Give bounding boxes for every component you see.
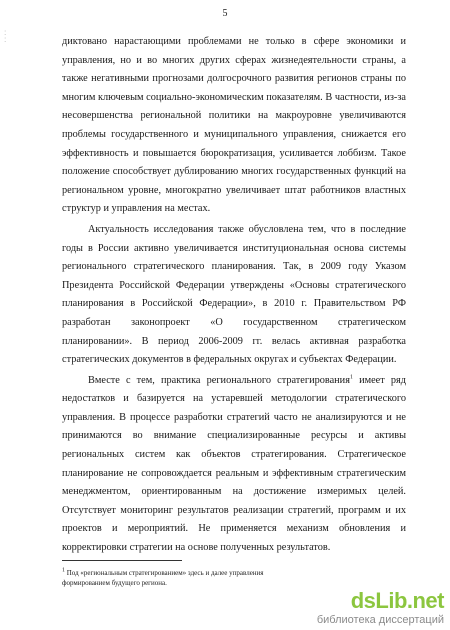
footnote [62,568,302,588]
body-text [62,33,406,558]
paragraph-3-start: Вместе с тем, практика регионального стратегирования [88,374,350,386]
paragraph-3-rest: имеет ряд недостатков и базируется на устаревшей методологии стратегического управления. В процессе разработки стратегий часто не анализируются и не принимаются во внимание специализированные ресурсы и активы региональных систем как объектов стратегирования. Стратегическое планирование не сопровождается реальным и эффективным стратегическим менеджментом, ориентированным на достижение измеримых целей. Отсутствует мониторинг результатов реализации стратегий, программ и их проектов и мероприятий. Не применяется механизм обновления и корректировки стратегии на основе полученных результатов. [62,374,406,554]
footnote-ref: 1 [349,374,353,381]
paragraph-1: диктовано нарастающими проблемами не только в сфере экономики и управления, но и во многих других сферах жизнедеятельности страны, а также негативными прогнозами долгосрочного развития регионов страны по многим ключевым социально-экономическим показателям. В частности, из-за несовершенства региональной политики на макроуровне увеличиваются проблемы государственного и муниципального управления, снижается его эффективность и повышается бюрократизация, усиливается лоббизм. Такое положение способствует дублированию многих государственных функций на региональном уровне, многократно увеличивает штат работников властных структур и управления на местах. [62,36,406,215]
paragraph-2: Актуальность исследования также обусловлена тем, что в последние годы в России активно увеличивается институциональная основа системы регионального стратегического планирования. Так, в 2009 году Указом Президента Российской Федерации утверждены «Основы стратегического планирования в Российской Федерации», в 2010 г. Правительством РФ разработан законопроект «О государственном стратегическом планировании». В период 2006-2009 гг. велась активная разработка стратегических документов в федеральных округах и субъектах Федерации. [62,223,406,366]
footnote-text: Под «региональным стратегированием» здесь и далее управления формированием будущего регионa. [62,569,264,587]
footnote-divider [62,560,182,561]
paragraph-3 [62,372,406,558]
watermark-subtitle: библиотека диссертаций [316,614,444,626]
watermark [317,588,444,626]
watermark-logo: dsLib.net [350,588,444,613]
footnote-marker: 1 [62,567,65,574]
margin-scan-marks: · · · · [3,30,9,43]
page-number: 5 [222,8,228,19]
